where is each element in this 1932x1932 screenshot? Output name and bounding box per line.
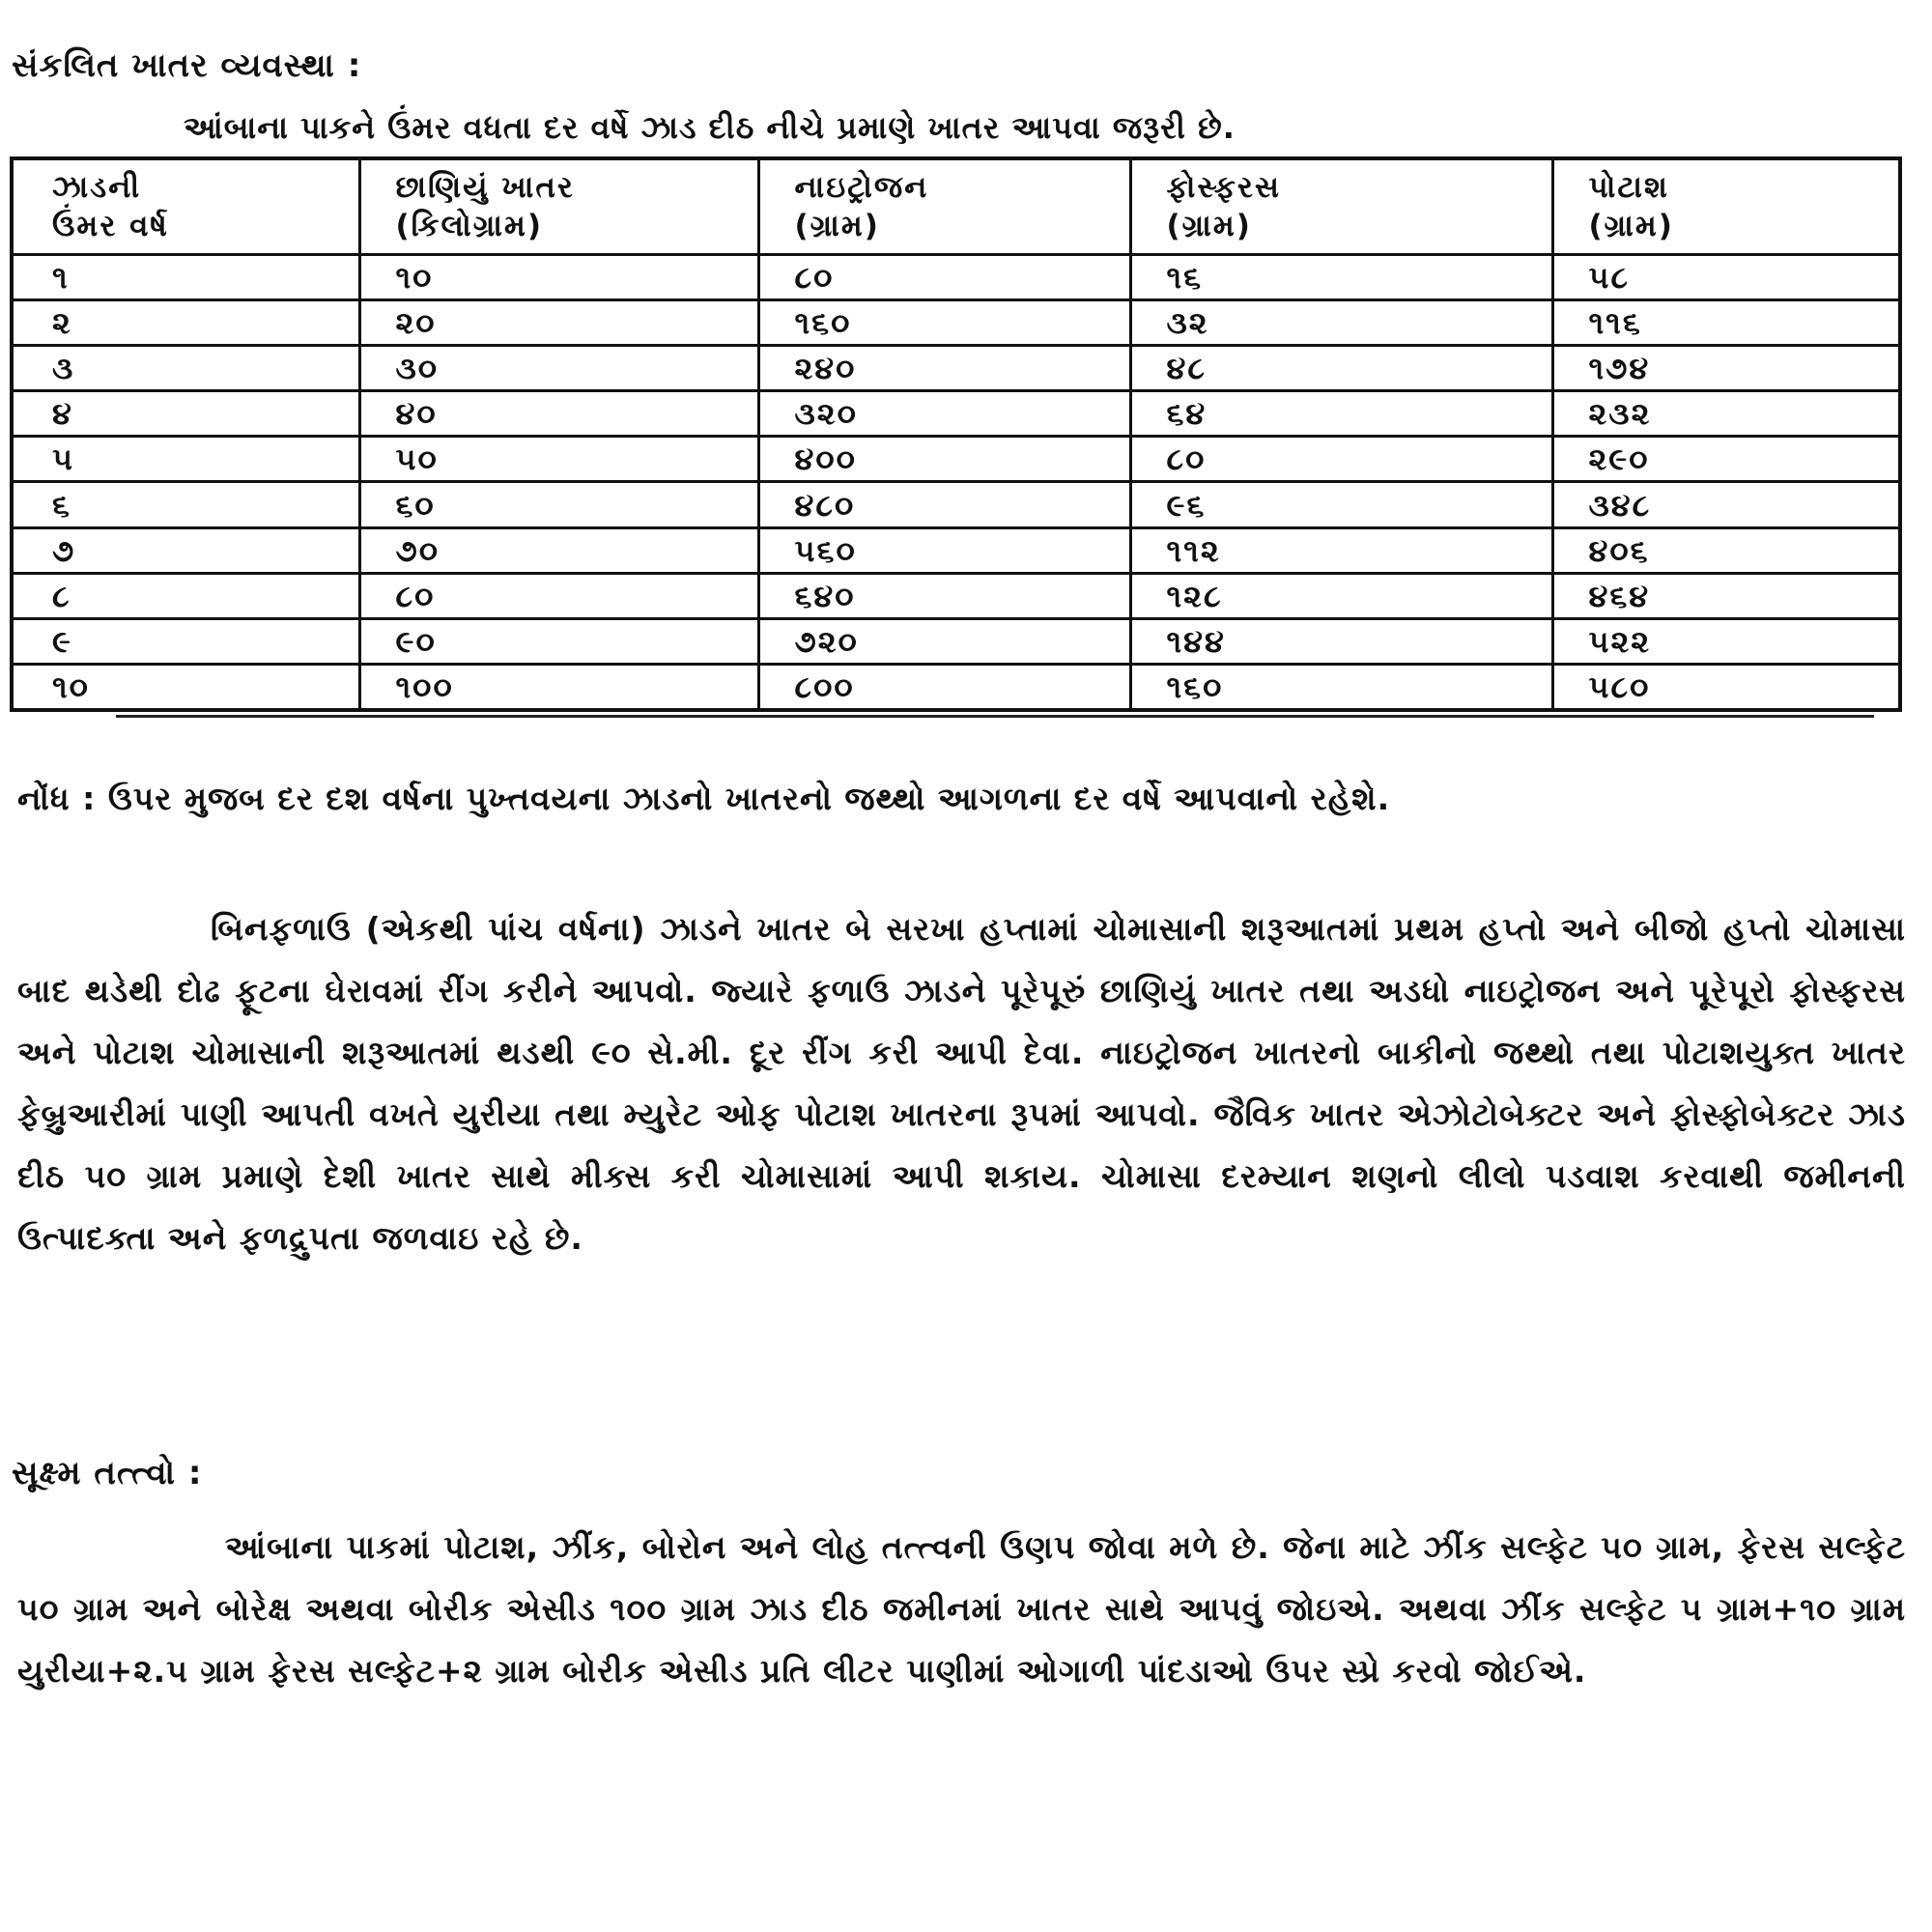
cell-potash: ૧૭૪ <box>1552 346 1900 391</box>
cell-potash: ૩૪૮ <box>1552 482 1900 527</box>
cell-manure: ૪૦ <box>359 391 758 437</box>
cell-manure: ૧૦૦ <box>359 664 758 710</box>
cell-nitrogen: ૮૦ <box>758 255 1130 300</box>
cell-manure: ૨૦ <box>359 300 758 346</box>
cell-manure: ૭૦ <box>359 527 758 573</box>
header-line: છાણિયું ખાતર <box>395 170 575 205</box>
cell-potash: ૫૮૦ <box>1552 664 1900 710</box>
note-label: નોંધ : <box>17 780 97 817</box>
cell-tree-age: ૪ <box>12 391 359 437</box>
table-header-row <box>12 158 1900 255</box>
intro-sentence: આંબાના પાકને ઉંમર વધતા દર વર્ષે ઝાડ દીઠ નીચે પ્રમાણે ખાતર આપવા જરૂરી છે. <box>184 109 1236 146</box>
cell-tree-age: ૩ <box>12 346 359 391</box>
cell-manure: ૬૦ <box>359 482 758 527</box>
cell-manure: ૯૦ <box>359 618 758 664</box>
cell-potash: ૧૧૬ <box>1552 300 1900 346</box>
cell-phosphorus: ૧૪૪ <box>1130 618 1552 664</box>
cell-nitrogen: ૪૦૦ <box>758 437 1130 482</box>
cell-potash: ૪૬૪ <box>1552 573 1900 618</box>
cell-tree-age: ૨ <box>12 300 359 346</box>
header-line: (ગ્રામ) <box>1166 209 1252 243</box>
header-nitrogen <box>758 158 1130 255</box>
cell-phosphorus: ૧૨૮ <box>1130 573 1552 618</box>
fertilizer-schedule-table <box>10 156 1902 712</box>
cell-nitrogen: ૭૨૦ <box>758 618 1130 664</box>
cell-phosphorus: ૧૬૦ <box>1130 664 1552 710</box>
cell-phosphorus: ૪૮ <box>1130 346 1552 391</box>
table-row <box>12 346 1900 391</box>
header-line: પોટાશ <box>1588 170 1669 205</box>
table-row <box>12 300 1900 346</box>
micronutrients-paragraph: આંબાના પાકમાં પોટાશ, ઝીંક, બોરોન અને લોહ તત્ત્વની ઉણપ જોવા મળે છે. જેના માટે ઝીંક સલ્ફેટ ૫૦ ગ્રામ, ફેરસ સલ્ફેટ ૫૦ ગ્રામ અને બોરેક્ષ અથવા બોરીક એસીડ ૧૦૦ ગ્રામ ઝાડ દીઠ જમીનમાં ખાતર સાથે આપવું જોઇએ. અથવા ઝીંક સલ્ફેટ ૫ ગ્રામ+૧૦ ગ્રામ યુરીયા+૨.૫ ગ્રામ ફેરસ સલ્ફેટ+૨ ગ્રામ બોરીક એસીડ પ્રતિ લીટર પાણીમાં ઓગાળી પાંદડાઓ ઉપર સ્પ્રે કરવો જોઈએ. <box>17 1528 1906 1690</box>
cell-tree-age: ૧ <box>12 255 359 300</box>
header-potash <box>1552 158 1900 255</box>
table-row <box>12 573 1900 618</box>
divider-rule <box>116 715 1874 718</box>
cell-potash: ૫૨૨ <box>1552 618 1900 664</box>
cell-potash: ૫૮ <box>1552 255 1900 300</box>
cell-phosphorus: ૮૦ <box>1130 437 1552 482</box>
table-row <box>12 482 1900 527</box>
cell-tree-age: ૭ <box>12 527 359 573</box>
cell-phosphorus: ૬૪ <box>1130 391 1552 437</box>
table-row <box>12 391 1900 437</box>
cell-nitrogen: ૨૪૦ <box>758 346 1130 391</box>
header-line: ઝાડની <box>52 170 142 205</box>
header-line: (કિલોગ્રામ) <box>395 209 544 243</box>
cell-potash: ૪૦૬ <box>1552 527 1900 573</box>
cell-nitrogen: ૮૦૦ <box>758 664 1130 710</box>
cell-phosphorus: ૩૨ <box>1130 300 1552 346</box>
cell-phosphorus: ૯૬ <box>1130 482 1552 527</box>
application-paragraph: બિનફળાઉ (એકથી પાંચ વર્ષના) ઝાડને ખાતર બે સરખા હપ્તામાં ચોમાસાની શરૂઆતમાં પ્રથમ હપ્તો અને બીજો હપ્તો ચોમાસા બાદ થડેથી દોઢ ફૂટના ઘેરાવમાં રીંગ કરીને આપવો. જ્યારે ફળાઉ ઝાડને પૂરેપૂરું છાણિયું ખાતર તથા અડધો નાઇટ્રોજન અને પૂરેપૂરો ફોસ્ફરસ અને પોટાશ ચોમાસાની શરૂઆતમાં થડથી ૯૦ સે.મી. દૂર રીંગ કરી આપી દેવા. નાઇટ્રોજન ખાતરનો બાકીનો જથ્થો તથા પોટાશયુક્ત ખાતર ફેબ્રુઆરીમાં પાણી આપતી વખતે યુરીયા તથા મ્યુરેટ ઓફ પોટાશ ખાતરના રૂપમાં આપવો. જૈવિક ખાતર એઝોટોબેક્ટર અને ફોસ્ફોબેક્ટર ઝાડ દીઠ ૫૦ ગ્રામ પ્રમાણે દેશી ખાતર સાથે મીક્સ કરી ચોમાસામાં આપી શકાય. ચોમાસા દરમ્યાન શણનો લીલો પડવાશ કરવાથી જમીનની ઉત્પાદક્તા અને ફળદ્રુપતા જળવાઇ રહે છે. <box>17 910 1906 1257</box>
header-line: (ગ્રામ) <box>794 209 880 243</box>
header-line: ઉંમર વર્ષ <box>52 209 169 243</box>
fertilizer-table-container <box>10 156 1898 712</box>
cell-tree-age: ૧૦ <box>12 664 359 710</box>
table-row <box>12 527 1900 573</box>
table-row <box>12 437 1900 482</box>
header-manure <box>359 158 758 255</box>
cell-manure: ૧૦ <box>359 255 758 300</box>
cell-nitrogen: ૪૮૦ <box>758 482 1130 527</box>
table-row <box>12 618 1900 664</box>
table-row <box>12 664 1900 710</box>
cell-manure: ૫૦ <box>359 437 758 482</box>
cell-phosphorus: ૧૧૨ <box>1130 527 1552 573</box>
note-paragraph <box>17 768 1906 830</box>
cell-potash: ૨૩૨ <box>1552 391 1900 437</box>
cell-nitrogen: ૩૨૦ <box>758 391 1130 437</box>
header-phosphorus <box>1130 158 1552 255</box>
header-tree-age <box>12 158 359 255</box>
cell-nitrogen: ૬૪૦ <box>758 573 1130 618</box>
section-heading-integrated-fertilizer: સંકલિત ખાતર વ્યવસ્થા : <box>12 46 362 85</box>
note-text: ઉપર મુજબ દર દશ વર્ષના પુખ્તવયના ઝાડનો ખાતરનો જથ્થો આગળના દર વર્ષે આપવાનો રહેશે. <box>107 780 1391 817</box>
cell-nitrogen: ૧૬૦ <box>758 300 1130 346</box>
header-line: (ગ્રામ) <box>1588 209 1674 243</box>
header-line: ફોસ્ફરસ <box>1166 170 1281 205</box>
cell-tree-age: ૫ <box>12 437 359 482</box>
section-heading-micronutrients: સૂક્ષ્મ તત્ત્વો : <box>12 1454 203 1492</box>
cell-manure: ૩૦ <box>359 346 758 391</box>
cell-tree-age: ૮ <box>12 573 359 618</box>
cell-manure: ૮૦ <box>359 573 758 618</box>
cell-potash: ૨૯૦ <box>1552 437 1900 482</box>
header-line: નાઇટ્રોજન <box>794 170 929 205</box>
cell-phosphorus: ૧૬ <box>1130 255 1552 300</box>
cell-tree-age: ૬ <box>12 482 359 527</box>
table-row <box>12 255 1900 300</box>
cell-nitrogen: ૫૬૦ <box>758 527 1130 573</box>
cell-tree-age: ૯ <box>12 618 359 664</box>
